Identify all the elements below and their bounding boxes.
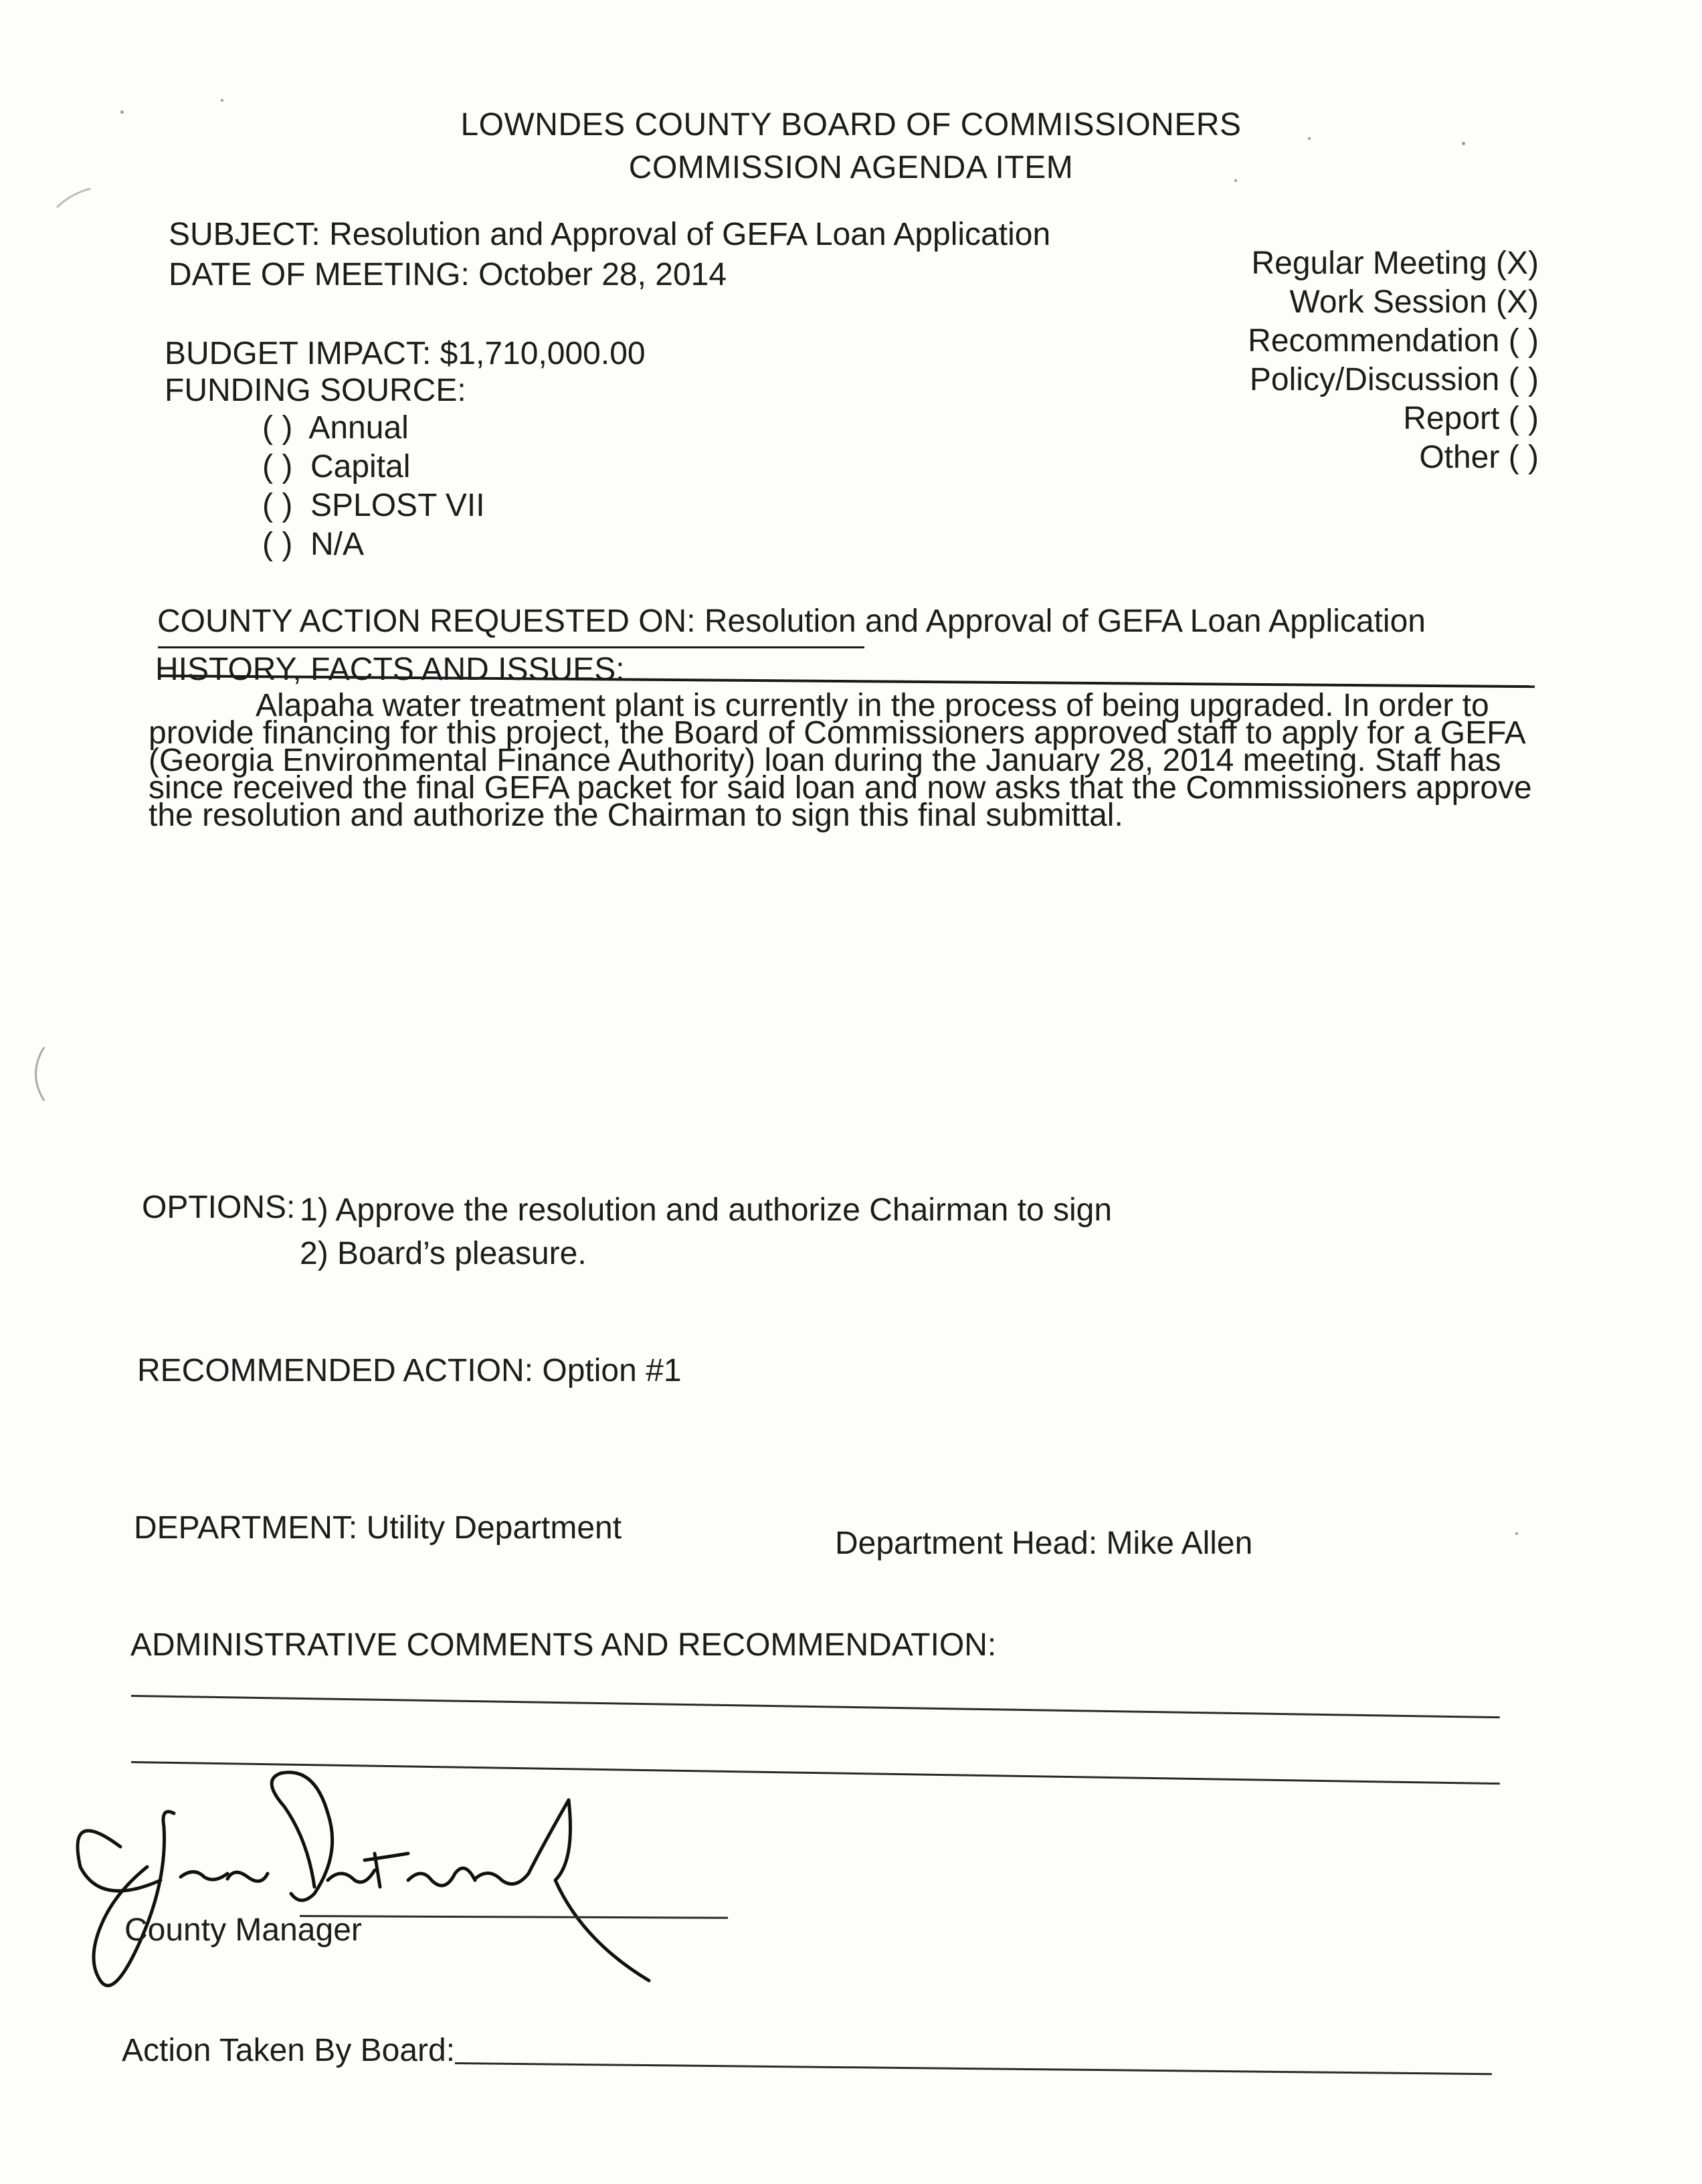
- county-action-underline: [158, 646, 864, 648]
- department-value: Utility Department: [366, 1510, 622, 1546]
- funding-option-mark: ( ): [262, 449, 293, 484]
- recommended-action-value: Option #1: [542, 1353, 682, 1388]
- history-line: provide financing for this project, the Board of Commissioners approved staff to apply for a GEFA: [149, 715, 1526, 751]
- department-head-value: Mike Allen: [1106, 1526, 1253, 1561]
- budget-impact-value: $1,710,000.00: [440, 336, 646, 371]
- action-taken-label: Action Taken By Board:: [122, 2033, 456, 2068]
- date-value: October 28, 2014: [478, 257, 727, 292]
- department-head-label: Department Head:: [835, 1526, 1098, 1561]
- funding-option-na: [262, 526, 364, 563]
- header-title-line2: COMMISSION AGENDA ITEM: [628, 150, 1074, 185]
- meeting-type-list: [1248, 244, 1539, 477]
- funding-option-mark: ( ): [262, 488, 293, 523]
- scan-speck: [221, 99, 223, 102]
- county-action-row: [157, 602, 1426, 641]
- history-line: (Georgia Environmental Finance Authority) loan during the January 28, 2014 meeting. Staff has: [149, 743, 1501, 778]
- history-line: the resolution and authorize the Chairman to sign this final submittal.: [149, 798, 1123, 833]
- subject-row: [169, 215, 1050, 254]
- subject-value: Resolution and Approval of GEFA Loan Application: [329, 217, 1051, 252]
- subject-label: SUBJECT:: [169, 217, 320, 252]
- header-title-line1: LOWNDES COUNTY BOARD OF COMMISSIONERS: [460, 107, 1242, 143]
- history-line: Alapaha water treatment plant is currently in the process of being upgraded. In order to: [256, 688, 1489, 723]
- meeting-type-other: Other ( ): [1419, 440, 1539, 475]
- funding-option-capital: [262, 448, 410, 485]
- funding-option-mark: ( ): [262, 527, 293, 562]
- county-manager-label: County Manager: [124, 1912, 362, 1948]
- date-row: [169, 256, 727, 294]
- recommended-action-row: [137, 1352, 682, 1390]
- funding-option-label: Annual: [308, 410, 409, 446]
- funding-option-label: N/A: [310, 527, 364, 562]
- department-row: [134, 1509, 622, 1548]
- county-manager-signature: [60, 1766, 662, 2007]
- admin-comments-line-1: [131, 1695, 1500, 1718]
- meeting-type-policy-discussion: Policy/Discussion ( ): [1249, 362, 1539, 397]
- department-label: DEPARTMENT:: [134, 1510, 358, 1546]
- date-label: DATE OF MEETING:: [169, 257, 470, 292]
- history-line: since received the final GEFA packet for said loan and now asks that the Commissioners approve: [149, 770, 1532, 806]
- option-item-1: 1) Approve the resolution and authorize Chairman to sign: [300, 1192, 1113, 1228]
- funding-option-label: SPLOST VII: [310, 488, 485, 523]
- meeting-type-work-session: Work Session (X): [1289, 284, 1539, 320]
- meeting-type-recommendation: Recommendation ( ): [1248, 323, 1539, 359]
- history-label: HISTORY, FACTS AND ISSUES:: [155, 652, 625, 687]
- admin-comments-label: ADMINISTRATIVE COMMENTS AND RECOMMENDATION:: [130, 1627, 997, 1663]
- recommended-action-label: RECOMMENDED ACTION:: [137, 1353, 534, 1388]
- department-head-row: [835, 1524, 1252, 1563]
- budget-impact-row: [165, 335, 646, 373]
- history-body: [149, 688, 1532, 833]
- scan-mark: [24, 1044, 51, 1104]
- funding-option-label: Capital: [310, 449, 411, 484]
- funding-option-splost-vii: [262, 487, 485, 524]
- meeting-type-report: Report ( ): [1403, 401, 1539, 436]
- option-item-2: 2) Board’s pleasure.: [300, 1236, 587, 1271]
- county-action-value: Resolution and Approval of GEFA Loan Application: [704, 604, 1426, 639]
- action-taken-line: [455, 2062, 1492, 2075]
- options-label: OPTIONS:: [142, 1190, 296, 1225]
- funding-source-label: FUNDING SOURCE:: [165, 373, 466, 408]
- scan-speck: [1515, 1532, 1518, 1535]
- funding-option-annual: [262, 410, 409, 446]
- funding-option-mark: ( ): [262, 410, 293, 446]
- meeting-type-regular: Regular Meeting (X): [1251, 246, 1539, 281]
- budget-impact-label: BUDGET IMPACT:: [165, 336, 432, 371]
- county-action-label: COUNTY ACTION REQUESTED ON:: [157, 604, 696, 639]
